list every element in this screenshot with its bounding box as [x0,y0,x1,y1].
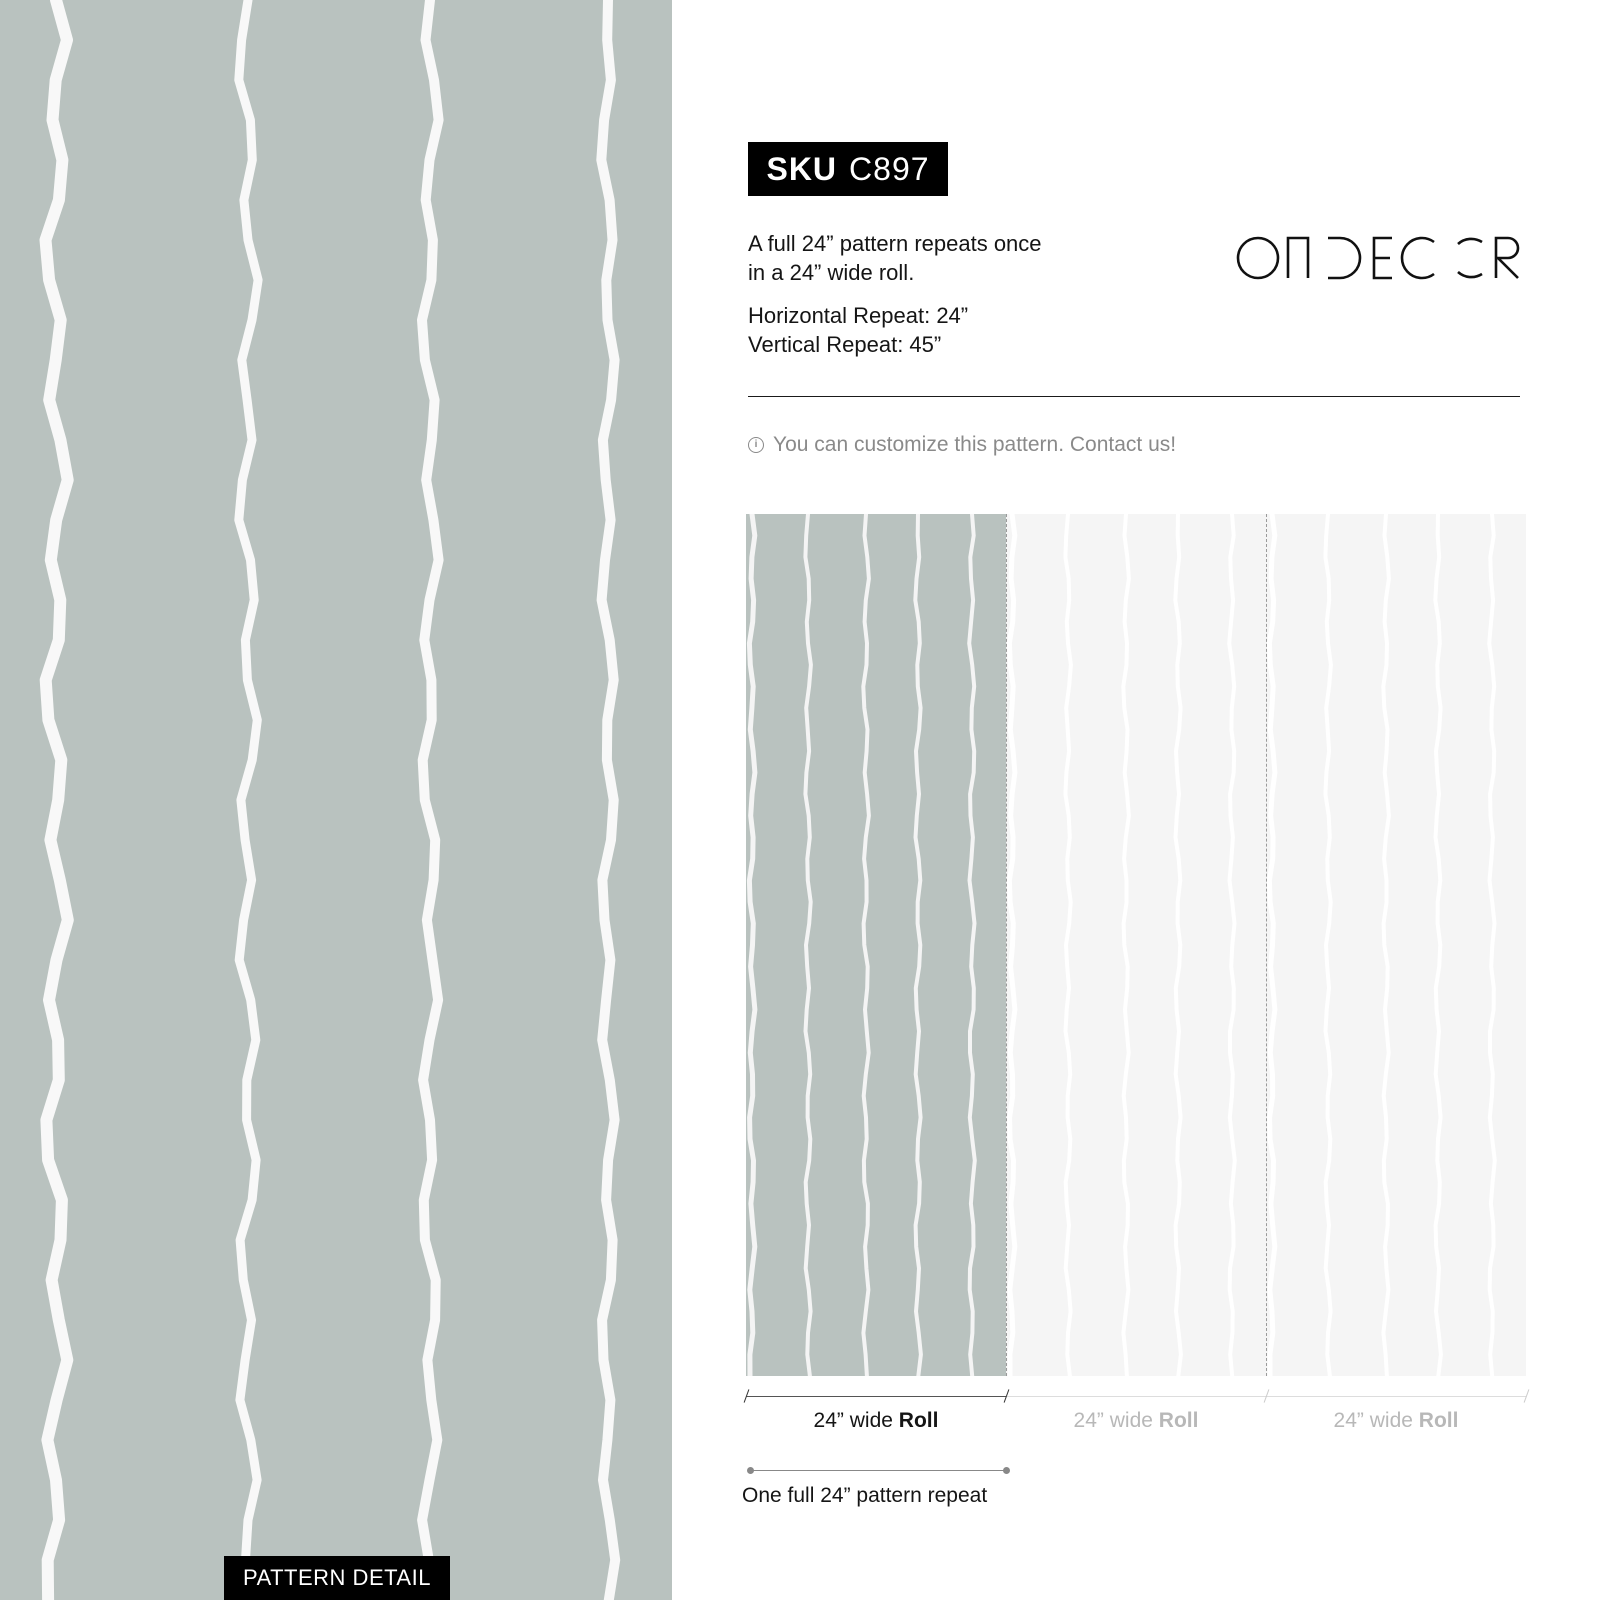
roll-1-stripes [746,514,1006,1376]
roll-stripe [1009,514,1015,1376]
roll-stripe [863,514,869,1376]
pattern-stripe [601,0,615,1600]
vertical-repeat: Vertical Repeat: 45” [748,332,942,357]
roll-stripe [1489,514,1495,1376]
roll-label-1 [746,1409,1006,1433]
roll-stripe [1229,514,1235,1376]
pattern-stripe [46,0,68,1600]
roll-stripe [915,514,921,1376]
description-line-1: A full 24” pattern repeats once [748,231,1042,256]
roll-stripe [1065,514,1071,1376]
section-divider [748,396,1520,397]
ondecor-logo [1236,234,1520,282]
roll-2-unit: Roll [1158,1409,1199,1432]
horizontal-repeat: Horizontal Repeat: 24” [748,303,969,328]
pattern-detail-artwork [0,0,672,1600]
roll-preview-1 [746,514,1006,1376]
pattern-repeat-caption: One full 24” pattern repeat [742,1484,988,1507]
roll-1-unit: Roll [898,1409,939,1432]
roll-2-stripes [1006,514,1266,1376]
roll-stripe [749,514,755,1376]
roll-1-measure [746,1396,1006,1397]
description-line-2: in a 24” wide roll. [748,260,915,285]
customize-note-text: You can customize this pattern. Contact us! [773,433,1177,456]
roll-stripe [1175,514,1181,1376]
sku-key: SKU [766,150,838,187]
roll-stripe [969,514,975,1376]
roll-stripe [1383,514,1389,1376]
roll-3-size: 24” wide [1333,1409,1413,1432]
repeat-specs [748,301,968,359]
repeat-description [748,229,1042,287]
roll-preview-3 [1266,514,1526,1376]
pattern-repeat-dot [1003,1467,1010,1474]
roll-label-3 [1266,1409,1526,1433]
roll-stripe [1269,514,1275,1376]
roll-separator-2 [1266,514,1267,1376]
roll-3-unit: Roll [1418,1409,1459,1432]
sku-badge [748,142,948,196]
info-icon: i [748,437,764,453]
roll-label-2 [1006,1409,1266,1433]
roll-3-stripes [1266,514,1526,1376]
pattern-detail-label: PATTERN DETAIL [224,1556,450,1600]
roll-stripe [1325,514,1331,1376]
pattern-repeat-line [750,1470,1006,1471]
roll-stripe [805,514,811,1376]
customize-note[interactable] [748,433,1176,457]
roll-preview-2 [1006,514,1266,1376]
roll-1-size: 24” wide [813,1409,893,1432]
pattern-repeat-dot [747,1467,754,1474]
pattern-stripe [239,0,258,1600]
pattern-stripe [422,0,439,1600]
roll-stripe [1435,514,1441,1376]
pattern-detail-panel [0,0,672,1600]
roll-separator-1 [1006,514,1007,1376]
sku-code: C897 [849,150,930,187]
roll-stripe [1123,514,1129,1376]
roll-2-size: 24” wide [1073,1409,1153,1432]
